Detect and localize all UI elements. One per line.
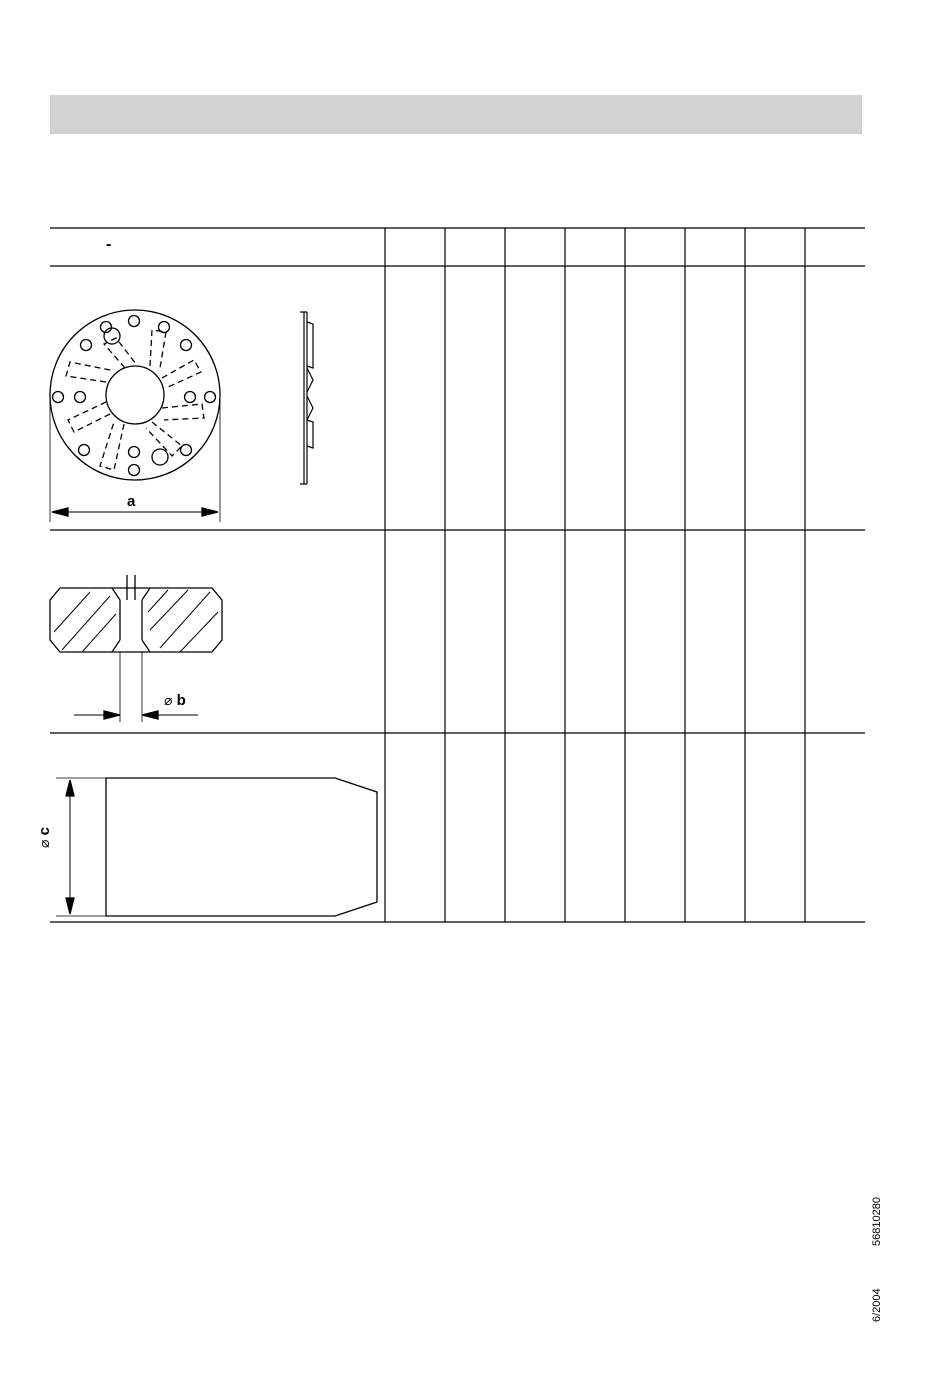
dimension-c-letter: c — [36, 827, 53, 836]
stabilizer-disc-side-view — [300, 312, 313, 484]
diameter-symbol: ⌀ — [36, 839, 52, 848]
diameter-symbol: ⌀ — [164, 692, 173, 708]
dimension-a-label — [127, 493, 135, 510]
document-date: 6/2004 — [871, 1288, 883, 1322]
nozzle-insert-drawing — [50, 575, 222, 722]
table-header-label: - — [106, 236, 112, 253]
dimension-b-letter: b — [176, 692, 186, 709]
dimension-c-label — [36, 827, 53, 848]
stabilizer-disc-drawing — [50, 310, 220, 522]
dimension-a-letter: a — [127, 493, 136, 510]
dimension-b-label — [164, 692, 186, 709]
document-number: 56810280 — [871, 1197, 883, 1246]
burner-tube-drawing — [56, 778, 377, 916]
